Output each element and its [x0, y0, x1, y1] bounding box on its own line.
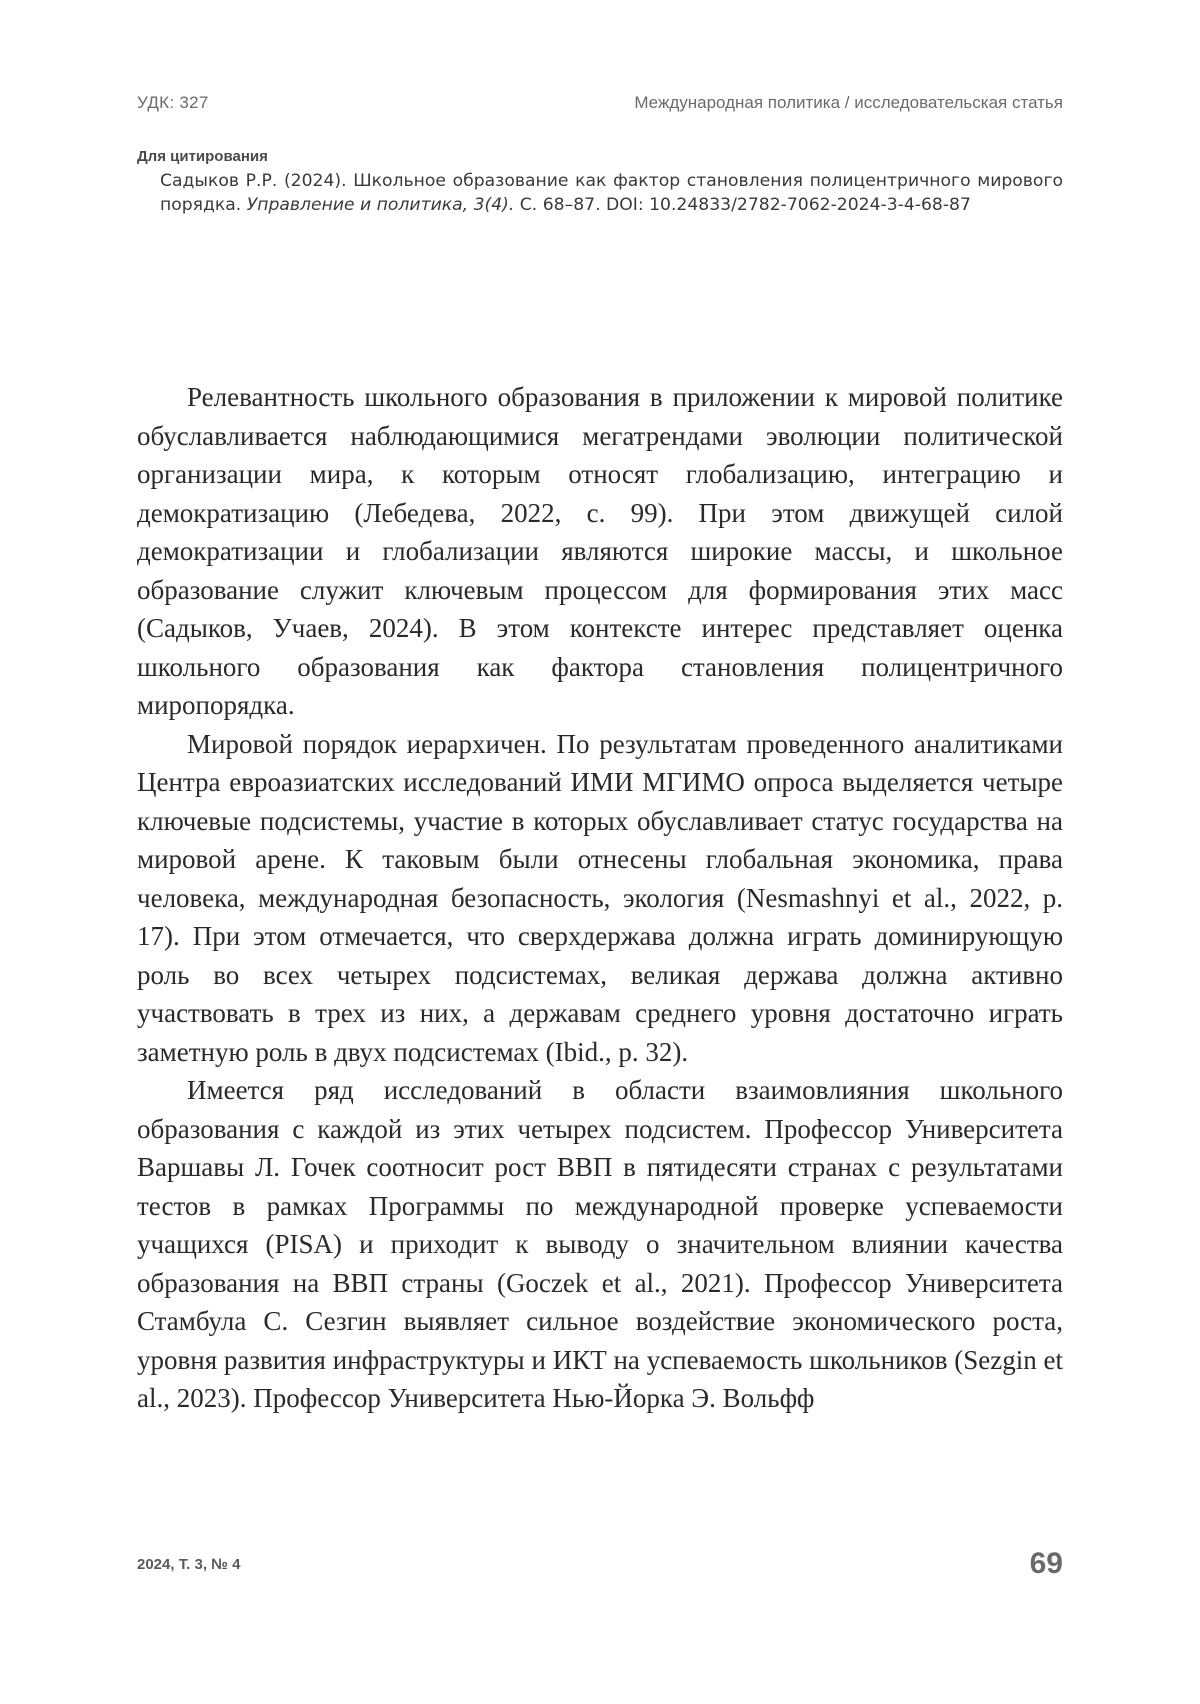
article-body: [137, 378, 1063, 1418]
citation-authors-title: Садыков Р.Р. (2024). Школьное образование как фактор становления полицентричного мирового порядка.: [160, 171, 1063, 215]
page-number: 69: [1030, 1547, 1063, 1581]
udk-code: УДК: 327: [137, 93, 209, 113]
citation-label: Для цитирования: [137, 148, 268, 165]
body-paragraph-3: Имеется ряд исследований в области взаимовлияния школьного образования с каждой из этих четырех подсистем. Профессор Университета Варшавы Л. Гочек соотносит рост ВВП в пятидесяти странах с результатами тестов в рамках Программы по международной проверке успеваемости учащихся (PISA) и приходит к выводу о значительном влиянии качества образования на ВВП страны (Goczek et al., 2021). Профессор Университета Стамбула С. Сезгин выявляет сильное воздействие экономического роста, уровня развития инфраструктуры и ИКТ на успеваемость школьников (Sezgin et al., 2023). Профессор Университета Нью-Йорка Э. Вольфф: [137, 1071, 1063, 1418]
journal-page: [0, 0, 1200, 1704]
citation-journal: Управление и политика, 3(4).: [247, 195, 515, 215]
citation-pages-doi: С. 68–87. DOI: 10.24833/2782-7062-2024-3-4-68-87: [514, 195, 971, 215]
body-paragraph-1: Релевантность школьного образования в приложении к мировой политике обуславливается наблюдающимися мегатрендами эволюции политической организации мира, к которым относят глобализацию, интеграцию и демократизацию (Лебедева, 2022, с. 99). При этом движущей силой демократизации и глобализации являются широкие массы, и школьное образование служит ключевым процессом для формирования этих масс (Садыков, Учаев, 2024). В этом контексте интерес представляет оценка школьного образования как фактора становления полицентричного миропорядка.: [137, 378, 1063, 725]
issue-info: 2024, Т. 3, № 4: [137, 1556, 240, 1573]
citation-text: [160, 170, 1063, 217]
running-header-section: Международная политика / исследовательская статья: [634, 93, 1063, 113]
body-paragraph-2: Мировой порядок иерархичен. По результатам проведенного аналитиками Центра евроазиатских исследований ИМИ МГИМО опроса выделяется четыре ключевые подсистемы, участие в которых обуславливает статус государства на мировой арене. К таковым были отнесены глобальная экономика, права человека, международная безопасность, экология (Nesmashnyi et al., 2022, p. 17). При этом отмечается, что сверхдержава должна играть доминирующую роль во всех четырех подсистемах, великая держава должна активно участвовать в трех из них, а державам среднего уровня достаточно играть заметную роль в двух подсистемах (Ibid., p. 32).: [137, 725, 1063, 1072]
